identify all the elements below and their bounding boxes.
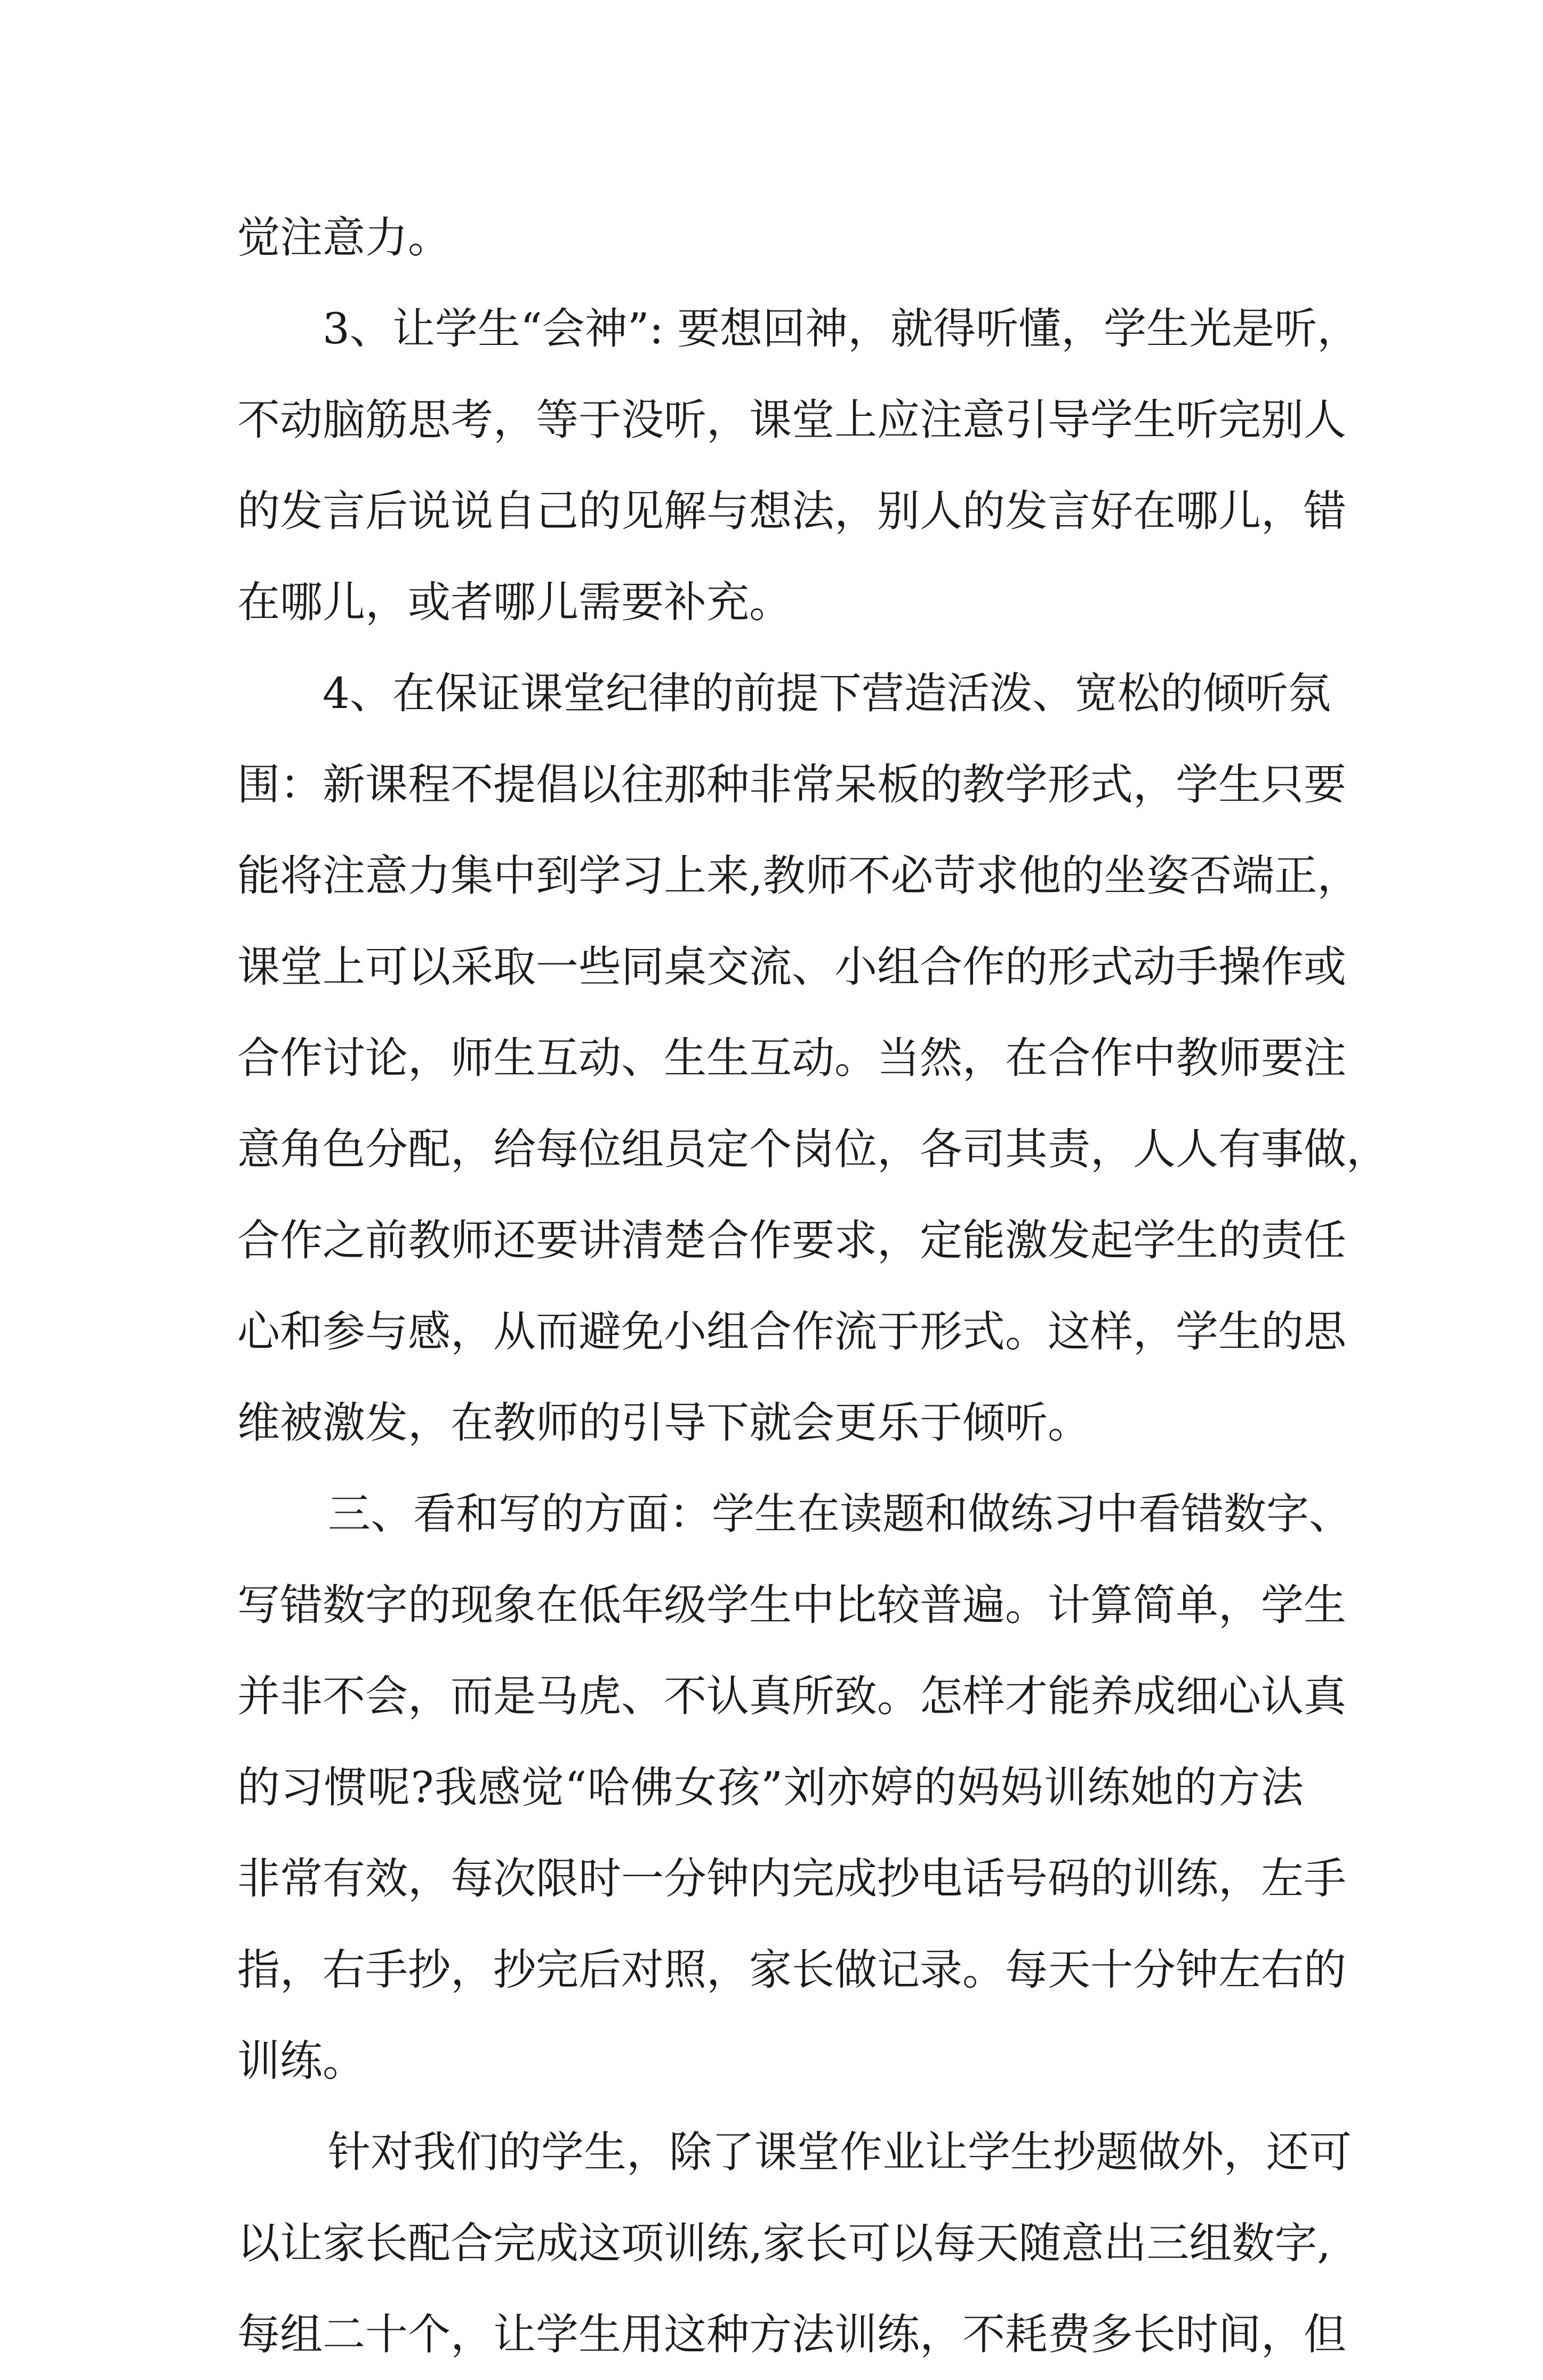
text-line: 课堂上可以采取一些同桌交流、小组合作的形式动手操作或 bbox=[237, 942, 1346, 992]
text-line: 围：新课程不提倡以往那种非常呆板的教学形式，学生只要 bbox=[237, 760, 1346, 809]
text-line: 意角色分配，给每位组员定个岗位，各司其责，人人有事做， bbox=[237, 1124, 1389, 1174]
text-line: 的习惯呢?我感觉“哈佛女孩”刘亦婷的妈妈训练她的方法 bbox=[237, 1763, 1304, 1812]
text-line: 每组二十个，让学生用这种方法训练，不耗费多长时间，但 bbox=[237, 2310, 1346, 2359]
text-line: 非常有效，每次限时一分钟内完成抄电话号码的训练，左手 bbox=[237, 1854, 1346, 1903]
text-line: 不动脑筋思考，等于没听，课堂上应注意引导学生听完别人 bbox=[237, 395, 1346, 445]
text-line: 的发言后说说自己的见解与想法，别人的发言好在哪儿，错 bbox=[237, 486, 1346, 536]
text-line: 训练。 bbox=[237, 2036, 365, 2086]
text-line: 针对我们的学生，除了课堂作业让学生抄题做外，还可 bbox=[328, 2127, 1352, 2177]
text-line: 以让家长配合完成这项训练,家长可以每天随意出三组数字, bbox=[237, 2218, 1331, 2268]
text-line: 觉注意力。 bbox=[237, 213, 451, 262]
text-line: 三、看和写的方面：学生在读题和做练习中看错数字、 bbox=[328, 1489, 1352, 1539]
text-line: 并非不会，而是马虎、不认真所致。怎样才能养成细心认真 bbox=[237, 1671, 1346, 1721]
text-line: 合作讨论，师生互动、生生互动。当然，在合作中教师要注 bbox=[237, 1033, 1346, 1083]
text-line: 在哪儿，或者哪儿需要补充。 bbox=[237, 577, 792, 627]
text-line: 指，右手抄，抄完后对照，家长做记录。每天十分钟左右的 bbox=[237, 1945, 1346, 1995]
document-body bbox=[237, 192, 1389, 2380]
text-line: 能将注意力集中到学习上来,教师不必苛求他的坐姿否端正， bbox=[237, 851, 1360, 900]
text-line: 写错数字的现象在低年级学生中比较普遍。计算简单，学生 bbox=[237, 1580, 1346, 1630]
text-line: 心和参与感，从而避免小组合作流于形式。这样，学生的思 bbox=[237, 1307, 1346, 1356]
text-line: 维被激发，在教师的引导下就会更乐于倾听。 bbox=[237, 1398, 1090, 1448]
text-line: 4、在保证课堂纪律的前提下营造活泼、宽松的倾听氛 bbox=[323, 669, 1331, 718]
text-line: 合作之前教师还要讲清楚合作要求，定能激发起学生的责任 bbox=[237, 1216, 1346, 1265]
text-line: 3、让学生“会神”: 要想回神，就得听懂，学生光是听， bbox=[323, 304, 1360, 353]
